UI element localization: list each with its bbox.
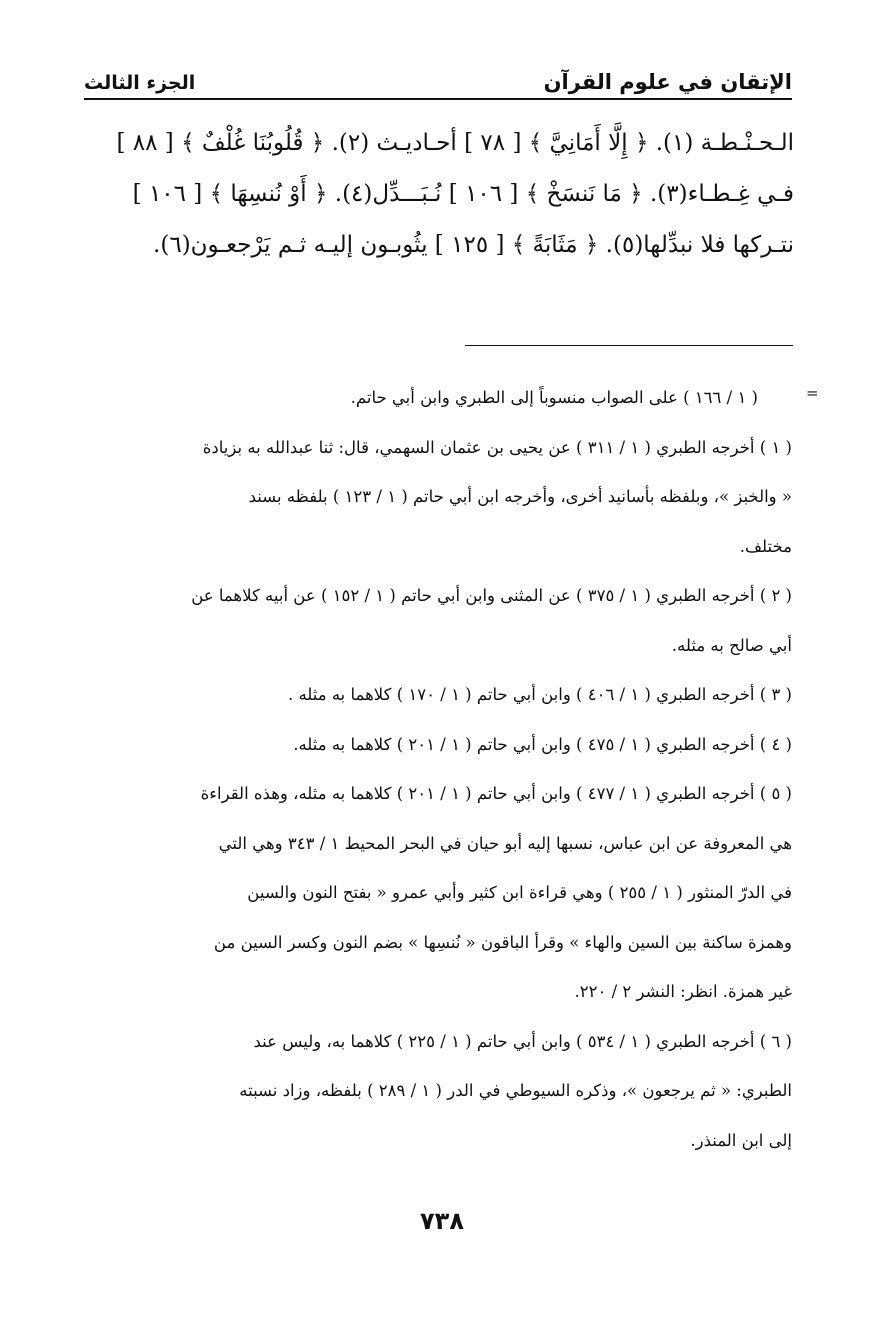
page-number: ٧٣٨ — [420, 1207, 464, 1235]
footnote-2 — [84, 571, 792, 670]
book-title: الإتقان في علوم القرآن — [543, 70, 792, 94]
footnote-line: ( ١ ) أخرجه الطبري ( ١ / ٣١١ ) عن يحيى بن عثمان السهمي، قال: ثنا عبدالله به بزيادة — [202, 437, 792, 457]
footnote-line: ( ٤ ) أخرجه الطبري ( ١ / ٤٧٥ ) وابن أبي حاتم ( ١ / ٢٠١ ) كلاهما به مثله. — [293, 734, 792, 754]
main-text-line: نتـركها فلا نبدِّلها(٥). ﴿ مَثَابَةً ﴾ [ ١٢٥ ] يثُوبـون إليـه ثـم يَرْجعـون(٦). — [153, 232, 794, 258]
footnote-line: ( ١ / ١٦٦ ) على الصواب منسوباً إلى الطبري وابن أبي حاتم. — [350, 388, 758, 407]
footnote-1 — [84, 423, 792, 572]
footnotes — [84, 373, 792, 1165]
footnote-line: أبي صالح به مثله. — [671, 635, 792, 655]
footnote-line: هي المعروفة عن ابن عباس، نسبها إليه أبو حيان في البحر المحيط ١ / ٣٤٣ وهي التي — [218, 833, 792, 853]
footnote-continuation — [84, 373, 792, 423]
footnote-line: إلى ابن المنذر. — [690, 1130, 792, 1150]
footnote-line: غير همزة. انظر: النشر ٢ / ٢٢٠. — [574, 982, 792, 1001]
running-header — [84, 48, 792, 94]
footnote-line: الطبري: « ثم يرجعون »، وذكره السيوطي في الدر ( ١ / ٢٨٩ ) بلفظه، وزاد نسبته — [239, 1081, 792, 1100]
footnote-line: وهمزة ساكنة بين السين والهاء » وقرأ الباقون « نُنسِها » بضم النون وكسر السين من — [213, 932, 792, 952]
part-label: الجزء الثالث — [84, 72, 196, 94]
footnote-5 — [84, 769, 792, 1017]
header-rule — [84, 98, 792, 100]
footnote-4 — [84, 720, 792, 770]
main-text — [84, 118, 794, 271]
footnote-line: مختلف. — [739, 536, 792, 556]
footnote-3 — [84, 670, 792, 720]
footnote-separator — [465, 345, 793, 346]
continuation-mark: = — [806, 384, 819, 402]
main-text-line: الـحـنْـطـة (١). ﴿ إِلَّا أَمَانِيَّ ﴾ [ ٧٨ ] أحـاديـث (٢). ﴿ قُلُوبُنَا غُلْفٌ ﴾ [ ٨٨ ] — [116, 130, 794, 156]
main-text-line: فـي غِـطـاء(٣). ﴿ مَا نَنسَخْ ﴾ [ ١٠٦ ] نُـبَـــدِّل(٤). ﴿ أَوْ نُنسِهَا ﴾ [ ١٠٦ ] — [132, 181, 794, 207]
footnote-line: ( ٣ ) أخرجه الطبري ( ١ / ٤٠٦ ) وابن أبي حاتم ( ١ / ١٧٠ ) كلاهما به مثله . — [287, 685, 792, 704]
footnote-line: في الدرّ المنثور ( ١ / ٢٥٥ ) وهي قراءة ابن كثير وأبي عمرو « بفتح النون والسين — [247, 883, 792, 902]
footnote-line: ( ٢ ) أخرجه الطبري ( ١ / ٣٧٥ ) عن المثنى وابن أبي حاتم ( ١ / ١٥٢ ) عن أبيه كلاهما عن — [191, 586, 792, 605]
footnote-line: ( ٥ ) أخرجه الطبري ( ١ / ٤٧٧ ) وابن أبي حاتم ( ١ / ٢٠١ ) كلاهما به مثله، وهذه القراءة — [200, 784, 792, 803]
footnote-line: « والخبز »، وبلفظه بأسانيد أخرى، وأخرجه ابن أبي حاتم ( ١ / ١٢٣ ) بلفظه بسند — [248, 487, 792, 506]
footnote-6 — [84, 1017, 792, 1166]
footnote-line: ( ٦ ) أخرجه الطبري ( ١ / ٥٣٤ ) وابن أبي حاتم ( ١ / ٢٢٥ ) كلاهما به، وليس عند — [253, 1031, 792, 1051]
